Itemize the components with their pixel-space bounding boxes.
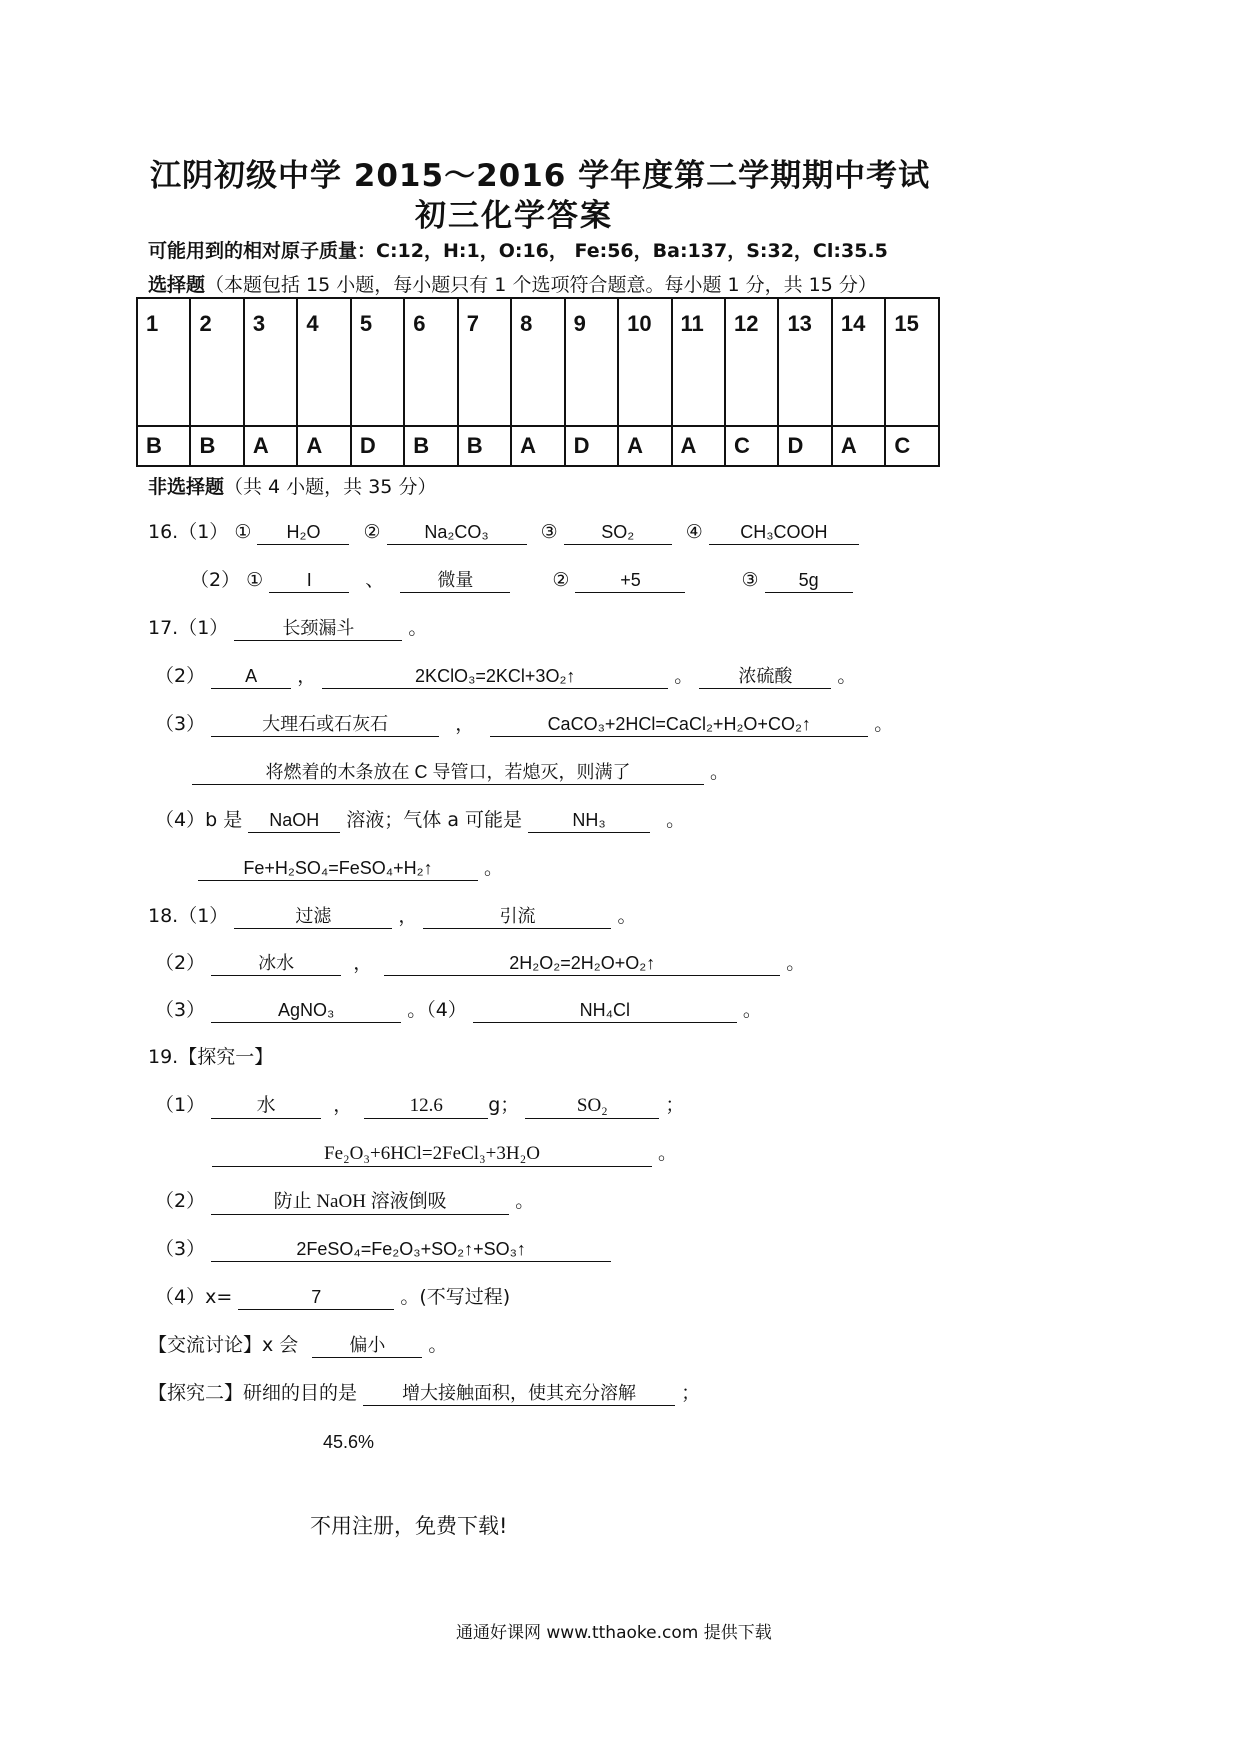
sub-label: （4）x= xyxy=(155,1286,233,1308)
answer-blank: NH₄Cl xyxy=(473,998,737,1023)
question-number: 10 xyxy=(618,298,671,426)
punctuation: 。 xyxy=(515,1190,535,1212)
answer-blank: Na₂CO₃ xyxy=(387,520,527,545)
nonchoice-heading: 非选择题 xyxy=(148,476,225,498)
answer-blank: 将燃着的木条放在 C 导管口，若熄灭，则满了 xyxy=(192,760,704,785)
answer-blank: +5 xyxy=(575,568,685,593)
answer-blank: 12.6 xyxy=(364,1094,488,1119)
punctuation: ， xyxy=(353,952,373,974)
q18-line3 xyxy=(155,998,762,1023)
punctuation: 。 xyxy=(674,665,694,687)
sub-label: （2） xyxy=(155,665,206,687)
page-subtitle: 初三化学答案 xyxy=(415,198,613,234)
marker: ② xyxy=(552,569,570,591)
q19-line4 xyxy=(155,1237,611,1262)
question-number: 12 xyxy=(725,298,778,426)
q19-line2 xyxy=(212,1141,677,1167)
promo-text: 不用注册，免费下载! xyxy=(310,1514,508,1538)
q17-line4 xyxy=(192,760,729,785)
choice-answer: A xyxy=(618,426,671,466)
punctuation: ； xyxy=(681,1382,701,1404)
answer-blank: 偏小 xyxy=(312,1333,422,1358)
marker: ③ xyxy=(540,521,558,543)
choice-answer: B xyxy=(458,426,511,466)
punctuation: 。 xyxy=(428,1334,448,1356)
sub-label: 。（4） xyxy=(407,999,467,1021)
choice-answer: C xyxy=(725,426,778,466)
choice-heading: 选择题 xyxy=(148,274,206,296)
sub-label: （3） xyxy=(155,713,206,735)
answer-row xyxy=(137,426,939,466)
punctuation: 。 xyxy=(666,809,686,831)
marker: ② xyxy=(363,521,381,543)
q16-label: 16.（1） xyxy=(148,521,229,543)
q19-discussion xyxy=(148,1333,447,1358)
question-text: 溶液；气体 a 可能是 xyxy=(346,809,523,831)
choice-answer: A xyxy=(244,426,297,466)
marker: ③ xyxy=(741,569,759,591)
punctuation: 。 xyxy=(710,761,730,783)
page-title: 江阴初级中学 2015～2016 学年度第二学期期中考试 xyxy=(150,158,931,194)
q18-line2 xyxy=(155,951,805,976)
q19-exploration-two xyxy=(148,1381,700,1406)
answer-blank: 2FeSO₄=Fe₂O₃+SO₂↑+SO₃↑ xyxy=(211,1237,611,1262)
answer-blank: NaOH xyxy=(248,808,340,833)
sub-label: （2） xyxy=(155,1190,206,1212)
question-number: 1 xyxy=(137,298,190,426)
choice-answer: A xyxy=(511,426,564,466)
question-number: 8 xyxy=(511,298,564,426)
question-number: 2 xyxy=(190,298,243,426)
answer-blank: 冰水 xyxy=(211,951,341,976)
relative-atomic-masses: 可能用到的相对原子质量：C:12，H:1，O:16， Fe:56，Ba:137，S:32，Cl:35.5 xyxy=(148,240,888,262)
answer-blank: SO₂ xyxy=(525,1094,659,1119)
q19-heading: 19.【探究一】 xyxy=(148,1046,274,1068)
q19-line3 xyxy=(155,1189,534,1215)
question-number: 5 xyxy=(351,298,404,426)
q18-line1 xyxy=(148,904,637,929)
punctuation: 。 xyxy=(484,857,504,879)
answer-blank: AgNO₃ xyxy=(211,998,401,1023)
marker: ④ xyxy=(685,521,703,543)
answer-blank: 7 xyxy=(238,1285,394,1310)
q19-line1 xyxy=(155,1093,684,1119)
choice-answer: B xyxy=(190,426,243,466)
q17-line1 xyxy=(148,616,427,641)
choice-answer: A xyxy=(832,426,885,466)
q17-line2 xyxy=(155,664,856,689)
unit: g； xyxy=(488,1094,520,1116)
q18-label: 18.（1） xyxy=(148,905,229,927)
q17-line5 xyxy=(155,808,685,833)
separator: 、 xyxy=(365,569,385,591)
answer-blank: H₂O xyxy=(257,520,349,545)
choice-answer-table xyxy=(136,297,940,467)
answer-blank: CaCO₃+2HCl=CaCl₂+H₂O+CO₂↑ xyxy=(490,712,868,737)
question-number-row xyxy=(137,298,939,426)
answer-blank: 2KClO₃=2KCl+3O₂↑ xyxy=(322,664,668,689)
answer-blank: 引流 xyxy=(423,904,611,929)
discussion-label: 【交流讨论】x 会 xyxy=(148,1334,299,1356)
punctuation: ， xyxy=(297,665,317,687)
choice-answer: B xyxy=(404,426,457,466)
question-number: 15 xyxy=(885,298,939,426)
answer-blank: 过滤 xyxy=(234,904,392,929)
choice-note: （本题包括 15 小题，每小题只有 1 个选项符合题意。每小题 1 分，共 15 分） xyxy=(205,274,877,296)
answer-blank: 水 xyxy=(211,1094,321,1119)
q19-line5 xyxy=(155,1285,510,1310)
choice-answer: D xyxy=(351,426,404,466)
nonchoice-section-heading xyxy=(148,472,436,499)
choice-answer: A xyxy=(672,426,725,466)
question-number: 3 xyxy=(244,298,297,426)
answer-blank: 长颈漏斗 xyxy=(234,616,402,641)
answer-blank: 大理石或石灰石 xyxy=(211,712,439,737)
choice-answer: C xyxy=(885,426,939,466)
q17-label: 17.（1） xyxy=(148,617,229,639)
answer-blank: 2H₂O₂=2H₂O+O₂↑ xyxy=(384,951,780,976)
question-number: 13 xyxy=(778,298,831,426)
answer-blank: 防止 NaOH 溶液倒吸 xyxy=(211,1190,509,1215)
choice-section-heading xyxy=(148,270,877,297)
answer-blank: 微量 xyxy=(400,568,510,593)
question-number: 11 xyxy=(672,298,725,426)
choice-answer: A xyxy=(297,426,350,466)
marker: ① xyxy=(246,569,264,591)
footer-text: 通通好课网 www.tthaoke.com 提供下载 xyxy=(456,1623,772,1643)
choice-answer: D xyxy=(778,426,831,466)
punctuation: ， xyxy=(455,713,475,735)
marker: ① xyxy=(234,521,252,543)
answer-blank: 浓硫酸 xyxy=(699,664,831,689)
question-number: 14 xyxy=(832,298,885,426)
punctuation: 。 xyxy=(874,713,894,735)
answer-blank: Fe₂O₃+6HCl=2FeCl₃+3H₂O xyxy=(212,1142,652,1167)
exploration-two-label: 【探究二】研细的目的是 xyxy=(148,1382,358,1404)
sub-label: （3） xyxy=(155,1238,206,1260)
question-number: 7 xyxy=(458,298,511,426)
punctuation: 。 xyxy=(658,1142,678,1164)
punctuation: ， xyxy=(398,905,418,927)
q17-line3 xyxy=(155,712,893,737)
sub-label: （3） xyxy=(155,999,206,1021)
q17-line6 xyxy=(198,856,503,881)
choice-answer: B xyxy=(137,426,190,466)
answer-blank: Fe+H₂SO₄=FeSO₄+H₂↑ xyxy=(198,856,478,881)
sub-label: （1） xyxy=(155,1094,206,1116)
sub-label: （2） xyxy=(155,952,206,974)
nonchoice-note: （共 4 小题，共 35 分） xyxy=(224,476,437,498)
punctuation: ， xyxy=(333,1094,353,1116)
punctuation: ； xyxy=(665,1094,685,1116)
question-number: 4 xyxy=(297,298,350,426)
punctuation: 。 xyxy=(837,665,857,687)
q16-line1 xyxy=(148,520,859,545)
answer-blank: 5g xyxy=(765,568,853,593)
note: 。(不写过程) xyxy=(400,1286,511,1308)
question-number: 6 xyxy=(404,298,457,426)
punctuation: 。 xyxy=(786,952,806,974)
percentage-answer: 45.6% xyxy=(323,1432,375,1452)
punctuation: 。 xyxy=(408,617,428,639)
punctuation: 。 xyxy=(617,905,637,927)
sub-label: （2） xyxy=(190,569,241,591)
punctuation: 。 xyxy=(742,999,762,1021)
question-number: 9 xyxy=(565,298,618,426)
answer-blank: A xyxy=(211,664,291,689)
choice-answer: D xyxy=(565,426,618,466)
answer-blank: SO₂ xyxy=(564,520,672,545)
answer-blank: 增大接触面积，使其充分溶解 xyxy=(363,1381,675,1406)
answer-blank: CH₃COOH xyxy=(709,520,859,545)
answer-blank: NH₃ xyxy=(528,808,650,833)
q16-line2 xyxy=(190,568,853,593)
sub-label: （4）b 是 xyxy=(155,809,243,831)
answer-blank: I xyxy=(269,568,349,593)
